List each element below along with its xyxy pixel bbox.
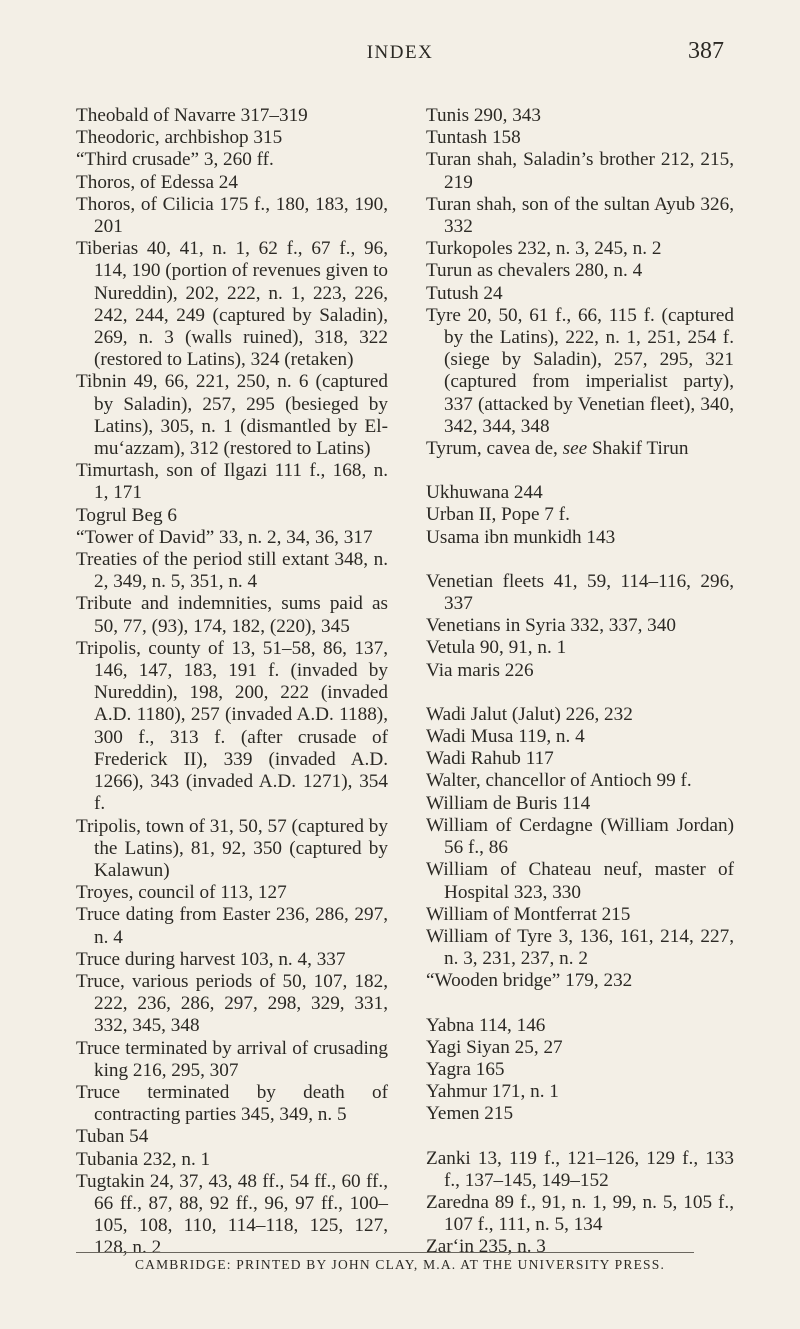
index-entry-text: Tuntash 158: [426, 127, 521, 149]
index-entry: [76, 882, 388, 904]
index-entry-text: Walter, chancellor of Antioch 99 f.: [426, 770, 692, 792]
index-entry: [76, 149, 388, 171]
index-entry: [426, 926, 734, 970]
index-entry-text: Tunis 290, 343: [426, 105, 541, 126]
index-entry: [426, 438, 734, 460]
index-entry: [426, 105, 734, 127]
index-entry: [76, 971, 388, 1038]
index-entry: [76, 638, 388, 816]
index-entry-text: Theodoric, archbishop 315: [76, 127, 283, 149]
index-entry: [426, 970, 734, 992]
printer-imprint: CAMBRIDGE: PRINTED BY JOHN CLAY, M.A. AT THE UNIVERSITY PRESS.: [134, 1257, 666, 1272]
index-entry: [76, 816, 388, 883]
index-entry-text: Usama ibn munkidh 143: [426, 526, 616, 548]
index-entry: [76, 904, 388, 948]
index-column-left: [76, 105, 388, 1260]
index-entry-text: Tugtakin 24, 37, 43, 48 ff., 54 ff., 60 ff., 66 ff., 87, 88, 92 ff., 96, 97 ff., 100–105, 108, 110, 114–118, 125, 127, 128, n. 2: [76, 1170, 388, 1259]
index-entry: [426, 815, 734, 859]
index-entry-text: Wadi Musa 119, n. 4: [426, 726, 585, 748]
index-entry: [426, 305, 734, 438]
letter-gap: [426, 993, 734, 1015]
index-entry-text: Urban II, Pope 7 f.: [426, 504, 570, 526]
index-entry-text: Tripolis, county of 13, 51–58, 86, 137, 146, 147, 183, 191 f. (invaded by Nureddin), 198, 200, 222 (invaded A.D. 1180), 257 (invaded A.D. 1188), 300 f., 313 f. (after crusade of Frederick II), 339 (invaded A.D. 1266), 343 (invaded A.D. 1271), 354 f.: [76, 637, 388, 815]
index-entry: [426, 1192, 734, 1236]
index-entry: [426, 1103, 734, 1125]
index-entry-text: Vetula 90, 91, n. 1: [426, 637, 567, 659]
index-entry-text: Tripolis, town of 31, 50, 57 (captured by the Latins), 81, 92, 350 (captured by Kalawun): [76, 815, 388, 881]
index-entry: [426, 704, 734, 726]
letter-gap: [426, 1126, 734, 1148]
index-entry-text: William of Montferrat 215: [426, 903, 631, 925]
index-entry-text: Tibnin 49, 66, 221, 250, n. 6 (captured by Saladin), 257, 295 (besieged by Latins), 305, n. 1 (dismantled by El-mu‘azzam), 312 (restored to Latins): [76, 371, 388, 460]
index-entry: [426, 1059, 734, 1081]
index-entry-text: Venetian fleets 41, 59, 114–116, 296, 337: [426, 570, 734, 615]
index-entry: [76, 460, 388, 504]
index-entry: [426, 527, 734, 549]
index-entry: [76, 505, 388, 527]
see-target: Shakif Tirun: [587, 438, 689, 460]
index-entry-text: “Third crusade” 3, 260 ff.: [76, 149, 274, 171]
index-entry-text: Truce, various periods of 50, 107, 182, 222, 236, 286, 297, 298, 329, 331, 332, 345, 348: [76, 970, 388, 1037]
see-reference: see: [562, 438, 588, 460]
index-entry-text: Tubania 232, n. 1: [76, 1148, 211, 1170]
index-entry: [76, 1149, 388, 1171]
index-entry: [426, 194, 734, 238]
index-entry-text: Thoros, of Edessa 24: [76, 171, 238, 193]
index-entry-text: Turkopoles 232, n. 3, 245, n. 2: [426, 238, 662, 260]
index-entry-text: Timurtash, son of Ilgazi 111 f., 168, n. 1, 171: [76, 460, 388, 504]
index-entry-text: Wadi Jalut (Jalut) 226, 232: [426, 703, 633, 725]
index-entry: [76, 527, 388, 549]
index-entry-text: Tribute and indemnities, sums paid as 50, 77, (93), 174, 182, (220), 345: [76, 593, 388, 637]
index-entry: [426, 571, 734, 615]
index-entry: [426, 637, 734, 659]
index-entry-text: Tuban 54: [76, 1126, 149, 1148]
index-entry: [426, 770, 734, 792]
index-entry: [426, 504, 734, 526]
index-entry-text: Zanki 13, 119 f., 121–126, 129 f., 133 f., 137–145, 149–152: [426, 1147, 734, 1191]
index-entry: [426, 904, 734, 926]
index-entry-text: William of Cerdagne (William Jordan) 56 f., 86: [426, 814, 734, 859]
index-entry-text: Ukhuwana 244: [426, 482, 543, 504]
index-column-right: [426, 105, 734, 1259]
index-entry-text: Yagra 165: [426, 1058, 505, 1080]
index-entry: [426, 793, 734, 815]
letter-gap: [426, 460, 734, 482]
index-entry-text: Yahmur 171, n. 1: [426, 1081, 559, 1103]
index-entry: [76, 1082, 388, 1126]
index-entry: [426, 748, 734, 770]
index-entry: [426, 660, 734, 682]
index-entry-text: Venetians in Syria 332, 337, 340: [426, 615, 676, 637]
index-entry-text: Truce terminated by arrival of crusading king 216, 295, 307: [76, 1037, 388, 1081]
index-entry-text: Via maris 226: [426, 659, 534, 681]
letter-gap: [426, 549, 734, 571]
index-entry: [426, 283, 734, 305]
index-entry-text: Turan shah, Saladin’s brother 212, 215, 219: [426, 149, 734, 193]
index-entry: [426, 1015, 734, 1037]
index-entry-text: Yemen 215: [426, 1103, 514, 1125]
index-entry-text: “Wooden bridge” 179, 232: [426, 970, 633, 992]
index-entry-text: Yagi Siyan 25, 27: [426, 1036, 563, 1058]
page-number: 387: [688, 38, 724, 64]
index-entry-text: Tutush 24: [426, 282, 503, 304]
index-entry-text: Tiberias 40, 41, n. 1, 62 f., 67 f., 96, 114, 190 (portion of revenues given to Nureddin), 202, 222, n. 1, 223, 226, 242, 244, 249 (captured by Saladin), 269, n. 3 (walls ruined), 318, 322 (restored to Latins), 324 (retaken): [76, 238, 388, 371]
index-entry: [426, 482, 734, 504]
index-entry-text: Truce terminated by death of contracting parties 345, 349, n. 5: [76, 1081, 388, 1126]
index-entry-text: Tyrum, cavea de,: [426, 438, 563, 460]
index-entry: [426, 615, 734, 637]
index-entry-text: Zar‘in 235, n. 3: [426, 1236, 546, 1258]
running-title: INDEX: [366, 42, 434, 63]
letter-gap: [426, 682, 734, 704]
index-entry-text: Tyre 20, 50, 61 f., 66, 115 f. (captured by the Latins), 222, n. 1, 251, 254 f. (siege by Saladin), 257, 295, 321 (captured from imperialist party), 337 (attacked by Venetian fleet), 340, 342, 344, 348: [426, 304, 734, 437]
index-entry: [426, 1148, 734, 1192]
index-entry-text: Thoros, of Cilicia 175 f., 180, 183, 190, 201: [76, 193, 388, 238]
index-entry: [76, 1038, 388, 1082]
index-entry-text: “Tower of David” 33, n. 2, 34, 36, 317: [76, 526, 373, 548]
index-entry: [76, 371, 388, 460]
index-entry-text: Theobald of Navarre 317–319: [76, 105, 308, 126]
index-entry: [76, 127, 388, 149]
index-entry-text: Truce during harvest 103, n. 4, 337: [76, 948, 346, 970]
index-entry-text: Treaties of the period still extant 348, n. 2, 349, n. 5, 351, n. 4: [76, 549, 388, 593]
index-entry: [426, 859, 734, 903]
index-entry: [76, 1126, 388, 1148]
index-entry: [426, 1081, 734, 1103]
index-entry: [76, 172, 388, 194]
index-entry-text: William of Tyre 3, 136, 161, 214, 227, n. 3, 231, 237, n. 2: [426, 925, 734, 970]
footer-rule: [76, 1252, 694, 1253]
index-entry: [426, 149, 734, 193]
index-entry: [426, 726, 734, 748]
index-entry: [76, 1171, 388, 1260]
index-entry-text: Togrul Beg 6: [76, 504, 177, 526]
index-entry-text: Wadi Rahub 117: [426, 748, 554, 770]
index-entry: [76, 105, 388, 127]
page-header: [76, 38, 724, 82]
index-entry-text: William of Chateau neuf, master of Hospital 323, 330: [426, 859, 734, 903]
index-entry-text: Turun as chevalers 280, n. 4: [426, 260, 643, 282]
index-entry-text: Truce dating from Easter 236, 286, 297, n. 4: [76, 904, 388, 948]
index-entry: [76, 593, 388, 637]
index-entry: [426, 127, 734, 149]
index-entry: [76, 549, 388, 593]
index-entry-text: Yabna 114, 146: [426, 1014, 546, 1036]
index-entry-text: Troyes, council of 113, 127: [76, 882, 287, 904]
index-entry-text: Turan shah, son of the sultan Ayub 326, 332: [426, 193, 734, 238]
index-entry: [76, 238, 388, 371]
index-entry-text: Zaredna 89 f., 91, n. 1, 99, n. 5, 105 f., 107 f., 111, n. 5, 134: [426, 1191, 734, 1236]
index-entry: [426, 1037, 734, 1059]
index-entry: [76, 949, 388, 971]
index-entry: [76, 194, 388, 238]
index-entry: [426, 260, 734, 282]
index-entry-text: William de Buris 114: [426, 792, 591, 814]
index-entry: [426, 238, 734, 260]
index-entry: [426, 1236, 734, 1258]
